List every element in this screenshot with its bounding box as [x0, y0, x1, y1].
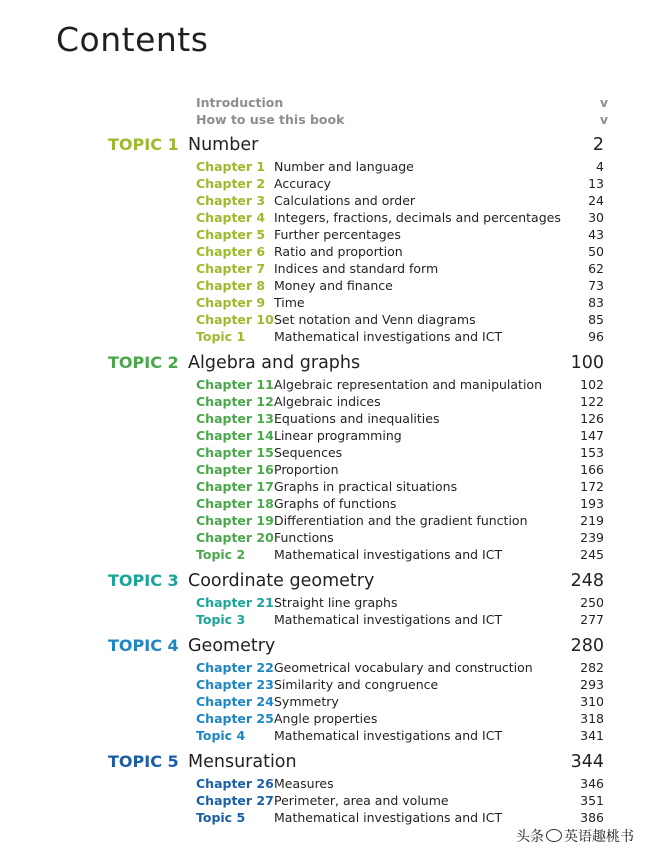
chapter-entry[interactable]: [196, 776, 604, 793]
chapter-label: Chapter 12: [196, 394, 274, 409]
chapter-title: Linear programming: [274, 428, 402, 443]
chapter-page: 96: [588, 329, 604, 344]
chapter-page: 219: [580, 513, 604, 528]
chapter-title: Time: [274, 295, 305, 310]
chapter-title: Indices and standard form: [274, 261, 439, 276]
chapter-entry[interactable]: [196, 462, 604, 479]
chapter-entry[interactable]: [196, 244, 604, 261]
chapter-label: Chapter 21: [196, 595, 274, 610]
chapter-entry[interactable]: [196, 159, 604, 176]
chapter-entry[interactable]: [196, 810, 604, 827]
chapter-title: Measures: [274, 776, 334, 791]
chapter-page: 43: [588, 227, 604, 242]
chapter-page: 4: [596, 159, 604, 174]
chapter-entry[interactable]: [196, 329, 604, 346]
chapter-entry[interactable]: [196, 445, 604, 462]
chapter-page: 24: [588, 193, 604, 208]
chapter-title: Mathematical investigations and ICT: [274, 810, 503, 825]
chapter-label: Chapter 8: [196, 278, 266, 293]
chapter-title: Accuracy: [274, 176, 332, 191]
chapter-label: Chapter 24: [196, 694, 274, 709]
chapter-label: Chapter 20: [196, 530, 274, 545]
front-matter-label: How to use this book: [196, 112, 345, 127]
topic-title: Coordinate geometry: [188, 571, 375, 591]
chapter-entry[interactable]: [196, 728, 604, 745]
chapter-title: Calculations and order: [274, 193, 416, 208]
chapter-page: 50: [588, 244, 604, 259]
wechat-icon: [546, 829, 562, 842]
topic-page: 280: [570, 636, 604, 656]
chapter-label: Chapter 25: [196, 711, 274, 726]
chapter-page: 62: [588, 261, 604, 276]
chapter-title: Similarity and congruence: [274, 677, 439, 692]
chapter-label: Chapter 26: [196, 776, 274, 791]
chapter-page: 172: [580, 479, 604, 494]
chapter-entry[interactable]: [196, 394, 604, 411]
topic-heading[interactable]: [108, 636, 604, 660]
chapter-label: Topic 5: [196, 810, 246, 825]
chapter-label: Topic 4: [196, 728, 246, 743]
chapter-label: Topic 3: [196, 612, 246, 627]
watermark-right: 英语趣桃书: [564, 829, 634, 845]
chapter-entry[interactable]: [196, 547, 604, 564]
chapter-title: Proportion: [274, 462, 339, 477]
chapter-entry[interactable]: [196, 496, 604, 513]
chapter-page: 85: [588, 312, 604, 327]
topic-section: [108, 353, 604, 564]
chapter-page: 166: [580, 462, 604, 477]
chapter-page: 122: [580, 394, 604, 409]
chapter-entry[interactable]: [196, 295, 604, 312]
chapter-title: Functions: [274, 530, 334, 545]
chapter-page: 239: [580, 530, 604, 545]
chapter-page: 318: [580, 711, 604, 726]
chapter-title: Integers, fractions, decimals and percentages: [274, 210, 561, 225]
chapter-page: 250: [580, 595, 604, 610]
chapter-label: Chapter 16: [196, 462, 274, 477]
chapter-title: Algebraic indices: [274, 394, 381, 409]
chapter-entry[interactable]: [196, 210, 604, 227]
chapter-label: Chapter 5: [196, 227, 266, 242]
chapter-title: Geometrical vocabulary and construction: [274, 660, 533, 675]
chapter-entry[interactable]: [196, 612, 604, 629]
chapter-label: Chapter 4: [196, 210, 266, 225]
chapter-title: Mathematical investigations and ICT: [274, 612, 503, 627]
front-matter-page: v: [599, 112, 608, 127]
chapter-title: Algebraic representation and manipulation: [274, 377, 543, 392]
chapter-entry[interactable]: [196, 278, 604, 295]
chapter-page: 13: [588, 176, 604, 191]
chapter-entry[interactable]: [196, 479, 604, 496]
chapter-entry[interactable]: [196, 261, 604, 278]
chapter-entry[interactable]: [196, 193, 604, 210]
topic-page: 344: [570, 752, 604, 772]
chapter-entry[interactable]: [196, 793, 604, 810]
chapter-title: Angle properties: [274, 711, 378, 726]
front-matter-item[interactable]: [196, 112, 608, 129]
topic-heading[interactable]: [108, 752, 604, 776]
chapter-page: 126: [580, 411, 604, 426]
chapter-page: 310: [580, 694, 604, 709]
chapter-entry[interactable]: [196, 411, 604, 428]
topic-label: TOPIC 2: [108, 353, 179, 372]
chapter-title: Mathematical investigations and ICT: [274, 547, 503, 562]
chapter-title: Money and finance: [274, 278, 393, 293]
chapter-label: Chapter 22: [196, 660, 274, 675]
chapter-page: 147: [580, 428, 604, 443]
chapter-label: Chapter 27: [196, 793, 274, 808]
chapter-label: Chapter 14: [196, 428, 274, 443]
front-matter-item[interactable]: [196, 95, 608, 112]
chapter-title: Symmetry: [274, 694, 339, 709]
topic-title: Mensuration: [188, 752, 297, 772]
topic-label: TOPIC 5: [108, 752, 179, 771]
chapter-label: Chapter 15: [196, 445, 274, 460]
chapter-label: Chapter 19: [196, 513, 274, 528]
chapter-page: 277: [580, 612, 604, 627]
chapter-label: Chapter 7: [196, 261, 266, 276]
chapter-label: Chapter 9: [196, 295, 266, 310]
chapter-title: Sequences: [274, 445, 343, 460]
chapter-page: 73: [588, 278, 604, 293]
chapter-label: Chapter 18: [196, 496, 274, 511]
watermark-left: 头条: [516, 829, 544, 845]
topic-heading[interactable]: [108, 571, 604, 595]
topic-page: 100: [570, 353, 604, 373]
topic-page: 2: [592, 135, 604, 155]
chapter-entry[interactable]: [196, 513, 604, 530]
chapter-title: Mathematical investigations and ICT: [274, 728, 503, 743]
chapter-page: 293: [580, 677, 604, 692]
watermark: [514, 826, 636, 846]
front-matter-page: v: [599, 95, 608, 110]
chapter-title: Graphs in practical situations: [274, 479, 458, 494]
chapter-label: Topic 1: [196, 329, 246, 344]
chapter-label: Chapter 1: [196, 159, 266, 174]
chapter-entry[interactable]: [196, 428, 604, 445]
chapter-page: 282: [580, 660, 604, 675]
chapter-title: Straight line graphs: [274, 595, 398, 610]
chapter-label: Topic 2: [196, 547, 246, 562]
chapter-page: 351: [580, 793, 604, 808]
topic-section: [108, 636, 604, 745]
topic-section: [108, 752, 604, 827]
chapter-title: Number and language: [274, 159, 414, 174]
chapter-label: Chapter 17: [196, 479, 274, 494]
topic-section: [108, 571, 604, 629]
chapter-page: 153: [580, 445, 604, 460]
chapter-entry[interactable]: [196, 227, 604, 244]
chapter-page: 193: [580, 496, 604, 511]
chapter-label: Chapter 2: [196, 176, 266, 191]
chapter-title: Ratio and proportion: [274, 244, 403, 259]
topic-label: TOPIC 1: [108, 135, 179, 154]
chapter-page: 346: [580, 776, 604, 791]
topic-title: Geometry: [188, 636, 276, 656]
chapter-page: 30: [588, 210, 604, 225]
chapter-label: Chapter 3: [196, 193, 266, 208]
chapter-label: Chapter 6: [196, 244, 266, 259]
topic-label: TOPIC 4: [108, 636, 179, 655]
chapter-title: Mathematical investigations and ICT: [274, 329, 503, 344]
topic-section: [108, 135, 604, 346]
chapter-entry[interactable]: [196, 530, 604, 547]
chapter-entry[interactable]: [196, 660, 604, 677]
chapter-entry[interactable]: [196, 694, 604, 711]
chapter-entry[interactable]: [196, 312, 604, 329]
chapter-page: 102: [580, 377, 604, 392]
chapter-page: 245: [580, 547, 604, 562]
front-matter-label: Introduction: [196, 95, 284, 110]
chapter-title: Further percentages: [274, 227, 401, 242]
front-matter: [196, 95, 608, 129]
chapter-title: Differentiation and the gradient function: [274, 513, 528, 528]
chapter-page: 386: [580, 810, 604, 825]
topic-page: 248: [570, 571, 604, 591]
page-title: Contents: [56, 20, 209, 59]
chapter-title: Set notation and Venn diagrams: [274, 312, 476, 327]
chapter-label: Chapter 11: [196, 377, 274, 392]
chapter-page: 83: [588, 295, 604, 310]
chapter-page: 341: [580, 728, 604, 743]
topic-label: TOPIC 3: [108, 571, 179, 590]
chapter-label: Chapter 23: [196, 677, 274, 692]
chapter-entry[interactable]: [196, 711, 604, 728]
topic-title: Algebra and graphs: [188, 353, 361, 373]
chapter-title: Perimeter, area and volume: [274, 793, 449, 808]
chapter-entry[interactable]: [196, 677, 604, 694]
topic-heading[interactable]: [108, 353, 604, 377]
chapter-label: Chapter 10: [196, 312, 274, 327]
chapter-entry[interactable]: [196, 595, 604, 612]
chapter-label: Chapter 13: [196, 411, 274, 426]
chapter-title: Equations and inequalities: [274, 411, 440, 426]
topic-title: Number: [188, 135, 259, 155]
chapter-entry[interactable]: [196, 377, 604, 394]
chapter-entry[interactable]: [196, 176, 604, 193]
topic-heading[interactable]: [108, 135, 604, 159]
chapter-title: Graphs of functions: [274, 496, 397, 511]
